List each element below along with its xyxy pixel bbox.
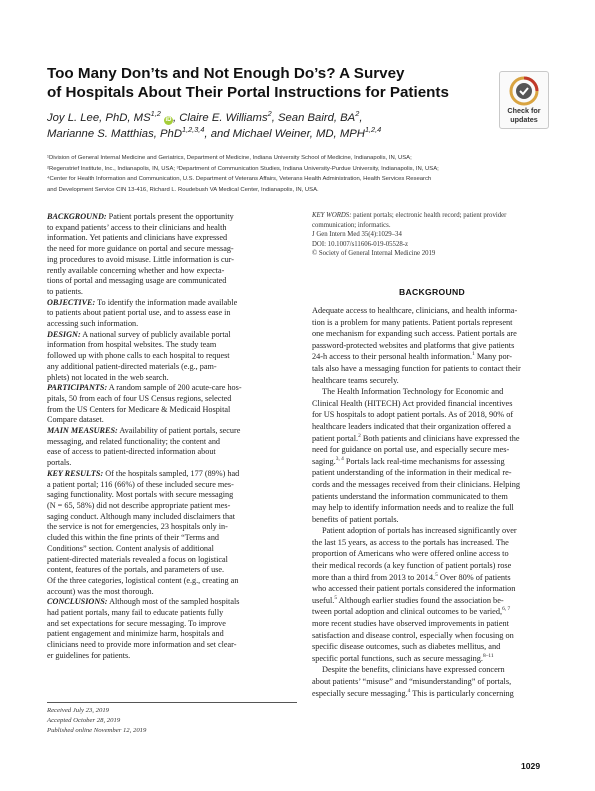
badge-label: updates xyxy=(510,115,538,124)
section-label: DESIGN: xyxy=(47,329,81,339)
line-text: the need for more guidance on portal and secure messag- xyxy=(47,244,234,254)
abstract-line xyxy=(47,437,297,448)
abstract-line xyxy=(47,244,297,255)
section-label: BACKGROUND: xyxy=(47,212,107,221)
body-text-segment: cords and the messages received from their clinicians. Helping xyxy=(312,479,521,489)
orcid-icon[interactable]: iD xyxy=(165,117,172,123)
section-label: KEY RESULTS: xyxy=(47,468,104,478)
abstract-line xyxy=(47,394,297,405)
section-label: MAIN MEASURES: xyxy=(47,426,118,436)
section-label: CONCLUSIONS: xyxy=(47,597,108,607)
line-text: phlets) not located in the web search. xyxy=(47,372,169,382)
line-text: Of the hospitals sampled, 177 (89%) had xyxy=(103,468,240,478)
body-text-segment: about patients’ “misuse” and “misunderstanding” of portals, xyxy=(312,677,512,686)
line-text: patient portals; electronic health record; patient provider xyxy=(351,212,507,219)
abstract-line xyxy=(47,608,297,619)
body-text-segment: Portals lack real-time mechanisms for assessing xyxy=(343,456,505,466)
body-line xyxy=(312,502,552,514)
line-text: to patients. xyxy=(47,286,83,296)
abstract-line xyxy=(47,426,297,437)
abstract xyxy=(47,212,297,662)
body-text-segment: their medical records (a key function of patient portals) rose xyxy=(312,561,512,571)
abstract-line xyxy=(47,373,297,384)
body-line xyxy=(312,467,552,479)
published-date: Published online November 12, 2019 xyxy=(47,727,147,734)
affiliation-marker: 1,2 xyxy=(150,109,161,119)
body-text-segment: who accessed their patient portals considered the information xyxy=(312,584,516,594)
body-text-segment: tween portal adoption and clinical outcomes to be varied, xyxy=(312,607,503,617)
section-label: KEY WORDS: xyxy=(312,212,352,219)
body-line xyxy=(312,386,552,398)
body-line xyxy=(312,363,552,375)
line-text: patient engagement and minimize harm, hospitals and xyxy=(47,629,224,639)
line-text: tions of portal and messaging usage are communicated xyxy=(47,276,227,286)
body-text-segment: more than a third from 2013 to 2014. xyxy=(312,572,436,582)
body-line xyxy=(312,595,552,607)
author-line xyxy=(47,110,487,126)
abstract-line xyxy=(47,415,297,426)
body-text-segment: Adequate access to healthcare, clinicians, and health informa- xyxy=(312,306,518,315)
punctuation: , xyxy=(359,112,363,124)
body-text-segment: saging. xyxy=(312,456,336,466)
body-line xyxy=(312,433,552,445)
abstract-line xyxy=(47,565,297,576)
line-text: followed up with phone calls to each hospital to request xyxy=(47,351,230,361)
badge-label: Check for xyxy=(507,106,541,115)
abstract-line xyxy=(47,469,297,480)
body-text xyxy=(312,305,552,699)
line-text: information from hospital websites. The study team xyxy=(47,340,217,350)
body-line xyxy=(312,688,552,700)
body-text-segment: Over 80% of patients xyxy=(437,572,511,582)
abstract-line xyxy=(47,619,297,630)
abstract-line xyxy=(47,522,297,533)
line-text: (N = 65, 58%) did not describe appropriate patient mes- xyxy=(47,500,231,510)
body-line xyxy=(312,560,552,572)
abstract-line xyxy=(47,319,297,330)
line-text: messaging, and related functionality; the content and xyxy=(47,436,221,446)
abstract-line xyxy=(47,512,297,523)
check-for-updates-icon xyxy=(509,76,539,106)
author-name: , Sean Baird, BA xyxy=(271,112,356,124)
abstract-line xyxy=(47,330,297,341)
abstract-line xyxy=(47,223,297,234)
section-label: PARTICIPANTS: xyxy=(47,383,108,393)
body-text-segment: patient portal. xyxy=(312,433,359,443)
abstract-line xyxy=(47,576,297,587)
citation-marker[interactable]: 5 xyxy=(334,595,338,602)
abstract-line xyxy=(47,351,297,362)
abstract-line xyxy=(47,276,297,287)
page-number: 1029 xyxy=(521,761,541,771)
abstract-line xyxy=(47,308,297,319)
line-text: from the US Centers for Medicare & Medicaid Hospital xyxy=(47,404,231,414)
abstract-line xyxy=(47,533,297,544)
body-line xyxy=(312,525,552,537)
line-text: Of the three categories, logistical content (e.g., creating an xyxy=(47,575,239,585)
line-text: Conditions” section. Content analysis of additional xyxy=(47,543,214,553)
abstract-line xyxy=(47,362,297,373)
abstract-line xyxy=(47,458,297,469)
author-name: , Claire E. Williams xyxy=(172,112,268,124)
body-text-segment: patients understand the information communicated to them xyxy=(312,491,508,501)
abstract-line xyxy=(47,447,297,458)
line-text: saging conduct. Although many included disclaimers that xyxy=(47,511,236,521)
abstract-line xyxy=(47,597,297,608)
abstract-line xyxy=(47,298,297,309)
body-text-segment: proportion of Americans who were offered online access to xyxy=(312,549,509,559)
body-text-segment: for US hospitals to adopt patient portals. As of 2018, 90% of xyxy=(312,410,514,420)
body-text-segment: tion is a problem for many patients. Patient portals represent xyxy=(312,317,513,327)
line-text: pitals, 50 from each of four US Census regions, selected xyxy=(47,393,232,403)
affiliation-marker: 2 xyxy=(267,109,272,119)
body-line xyxy=(312,456,552,468)
abstract-line xyxy=(47,480,297,491)
accepted-date: Accepted October 28, 2019 xyxy=(47,717,121,724)
line-text: saging functionality. Most portals with secure messaging xyxy=(47,490,234,500)
line-text: the service is not for emergencies, 23 hospitals only in- xyxy=(47,522,228,532)
body-text-segment: more recent studies have observed improvements in patient xyxy=(312,619,509,629)
body-line xyxy=(312,641,552,653)
abstract-line xyxy=(47,640,297,651)
abstract-line xyxy=(47,587,297,598)
body-line xyxy=(312,583,552,595)
body-text-segment: Despite the benefits, clinicians have expressed concern xyxy=(322,665,505,675)
line-text: patient-directed materials revealed a focus on logistical xyxy=(47,554,228,564)
citation-marker[interactable]: 2 xyxy=(358,432,361,439)
body-line xyxy=(312,664,552,676)
body-line xyxy=(312,676,552,688)
body-line xyxy=(312,444,552,456)
body-text-segment: useful. xyxy=(312,595,335,605)
line-text: To identify the information made available xyxy=(95,297,238,307)
line-text: Compare dataset. xyxy=(47,415,104,425)
affiliation-line: ¹Division of General Internal Medicine and Geriatrics, Department of Medicine, Indiana University School of Medicine, Indianapolis, IN, USA; xyxy=(47,155,412,161)
body-line xyxy=(312,305,552,317)
abstract-line xyxy=(47,629,297,640)
title-line: Too Many Don’ts and Not Enough Do’s? A Survey xyxy=(47,65,405,82)
body-text-segment: This is particularly concerning xyxy=(410,688,514,698)
author-name: , and Michael Weiner, MD, MPH xyxy=(204,128,365,140)
meta-line xyxy=(312,211,557,221)
affiliation-marker: 2 xyxy=(355,109,360,119)
line-text: rently available concerning whether and how expecta- xyxy=(47,265,225,275)
section-heading: BACKGROUND xyxy=(398,287,466,297)
body-line xyxy=(312,340,552,352)
line-text: to patients about patient portal use, and to assess ease in xyxy=(47,308,231,318)
line-text: er guidelines for patients. xyxy=(47,650,131,660)
body-line xyxy=(312,421,552,433)
body-text-segment: satisfaction and disease control, especially when focusing on xyxy=(312,630,514,640)
citation-marker[interactable]: 3, 4 xyxy=(335,455,344,462)
line-text: to expand patients’ access to their clinicians and health xyxy=(47,222,227,232)
citation-marker[interactable]: 8–11 xyxy=(482,653,494,660)
meta-line xyxy=(312,230,557,240)
body-line xyxy=(312,409,552,421)
body-text-segment: tals also have a messaging function for patients to contact their xyxy=(312,363,521,373)
body-line xyxy=(312,317,552,329)
line-text: DOI: 10.1007/s11606-019-05528-z xyxy=(312,240,409,248)
author-name: Joy L. Lee, PhD, MS xyxy=(47,112,151,124)
author-list xyxy=(47,110,487,142)
line-text: ing procedures to avoid misuse. Little information is cur- xyxy=(47,254,234,264)
line-text: Availability of patient portals, secure xyxy=(117,426,241,436)
line-text: any additional patient-directed materials (e.g., pam- xyxy=(47,361,217,371)
line-text: © Society of General Internal Medicine 2019 xyxy=(312,250,436,257)
author-line xyxy=(47,126,487,142)
abstract-line xyxy=(47,266,297,277)
abstract-line xyxy=(47,555,297,566)
line-text: clinicians need to provide more information and set clear- xyxy=(47,640,237,650)
body-line xyxy=(312,351,552,363)
body-line xyxy=(312,375,552,387)
abstract-line xyxy=(47,544,297,555)
article-title xyxy=(47,64,477,102)
body-text-segment: the last 15 years, as access to the portals has increased. The xyxy=(312,537,509,547)
author-name: Marianne S. Matthias, PhD xyxy=(47,128,182,140)
citation-marker[interactable]: 4 xyxy=(407,687,411,694)
body-text-segment: may help to identify information needs and to realize the full xyxy=(312,503,514,513)
meta-line xyxy=(312,249,557,259)
body-text-segment: specific disease outcomes, such as diabetes mellitus, and xyxy=(312,642,501,652)
body-text-segment: benefits of patient portals. xyxy=(312,514,399,524)
line-text: portals. xyxy=(47,458,72,468)
body-text-segment: Patient adoption of portals has increased significantly over xyxy=(322,526,517,536)
abstract-line xyxy=(47,405,297,416)
abstract-line xyxy=(47,383,297,394)
body-text-segment: The Health Information Technology for Economic and xyxy=(322,387,504,397)
received-dates xyxy=(47,702,297,736)
body-line xyxy=(312,491,552,503)
body-line xyxy=(312,479,552,491)
received-date: Received July 23, 2019 xyxy=(47,707,110,714)
line-text: account) was the most thorough. xyxy=(47,586,154,596)
line-text: A national survey of publicly available portal xyxy=(80,329,231,339)
citation-marker[interactable]: 6, 7 xyxy=(502,606,511,613)
body-line xyxy=(312,606,552,618)
section-label: OBJECTIVE: xyxy=(47,297,96,307)
body-text-segment: especially secure messaging. xyxy=(312,688,408,698)
title-line: of Hospitals About Their Portal Instructions for Patients xyxy=(47,84,449,101)
body-text-segment: one mechanism for expanding such access. Patient portals are xyxy=(312,329,517,339)
body-line xyxy=(312,572,552,584)
affiliation-marker: 1,2,3,4 xyxy=(182,125,205,135)
affiliation-line: ⁴Center for Health Information and Communication, U.S. Department of Veterans Affairs, Veterans Health Administration, Health Services Research xyxy=(47,176,432,182)
body-line xyxy=(312,537,552,549)
body-text-segment: password-protected websites and platforms that give patients xyxy=(312,340,515,350)
body-line xyxy=(312,630,552,642)
body-line xyxy=(312,514,552,526)
body-line xyxy=(312,653,552,665)
body-text-segment: healthcare leaders indicated that their organization offered a xyxy=(312,421,511,431)
line-text: A random sample of 200 acute-care hos- xyxy=(107,383,242,393)
abstract-line xyxy=(47,255,297,266)
body-line xyxy=(312,548,552,560)
line-text: Although most of the sampled hospitals xyxy=(107,597,240,607)
line-text: and set expectations for secure messaging. To improve xyxy=(47,618,226,628)
abstract-line xyxy=(47,490,297,501)
line-text: communication; informatics. xyxy=(312,221,391,229)
line-text: ease of access to patient-directed information about xyxy=(47,447,216,457)
meta-line xyxy=(312,240,557,250)
body-text-segment: patient understanding of the information in their medical re- xyxy=(312,468,512,478)
body-text-segment: need for guidance on portal use, and especially secure mes- xyxy=(312,445,510,455)
body-text-segment: Clinical Health (HITECH) Act provided financial incentives xyxy=(312,398,513,408)
abstract-line xyxy=(47,340,297,351)
body-text-segment: Although earlier studies found the association be- xyxy=(337,595,504,605)
body-text-segment: Both patients and clinicians have expressed the xyxy=(360,433,520,443)
abstract-line xyxy=(47,501,297,512)
body-line xyxy=(312,328,552,340)
abstract-line xyxy=(47,651,297,662)
line-text: cluded this within the fine prints of their “Terms and xyxy=(47,533,220,543)
abstract-line xyxy=(47,287,297,298)
body-text-segment: specific portal functions, such as secure messaging. xyxy=(312,653,483,663)
citation-marker[interactable]: 1 xyxy=(472,351,475,358)
line-text: content, features of the portals, and parameters of use. xyxy=(47,565,225,575)
body-line xyxy=(312,618,552,630)
line-text: accessing such information. xyxy=(47,319,139,329)
body-line xyxy=(312,398,552,410)
affiliations xyxy=(47,153,552,195)
line-text: information. Yet patients and clinicians have expressed xyxy=(47,233,228,243)
citation-marker[interactable]: 5 xyxy=(435,571,438,578)
line-text: a patient portal; 116 (66%) of these included secure mes- xyxy=(47,479,234,489)
article-metadata xyxy=(312,211,557,259)
check-for-updates-badge[interactable] xyxy=(499,71,549,129)
line-text: Patient portals present the opportunity xyxy=(106,212,234,221)
body-text-segment: healthcare teams securely. xyxy=(312,375,399,385)
line-text: J Gen Intern Med 35(4):1029–34 xyxy=(312,231,402,238)
affiliation-line: and Development Service CIN 13-416, Richard L. Roudebush VA Medical Center, Indianapolis, IN, USA. xyxy=(47,186,319,193)
meta-line xyxy=(312,221,557,231)
affiliation-line: ²Regenstrief Institute, Inc., Indianapolis, IN, USA; ³Department of Communication Studies, Indiana University-Purdue University, Indianapolis, IN, USA; xyxy=(47,165,439,172)
abstract-line xyxy=(47,212,297,223)
abstract-line xyxy=(47,233,297,244)
body-text-segment: Many por- xyxy=(474,352,512,362)
line-text: had patient portals, many fail to educate patients fully xyxy=(47,608,224,618)
body-text-segment: 24-h access to their personal health information. xyxy=(312,352,473,362)
affiliation-marker: 1,2,4 xyxy=(364,125,382,135)
